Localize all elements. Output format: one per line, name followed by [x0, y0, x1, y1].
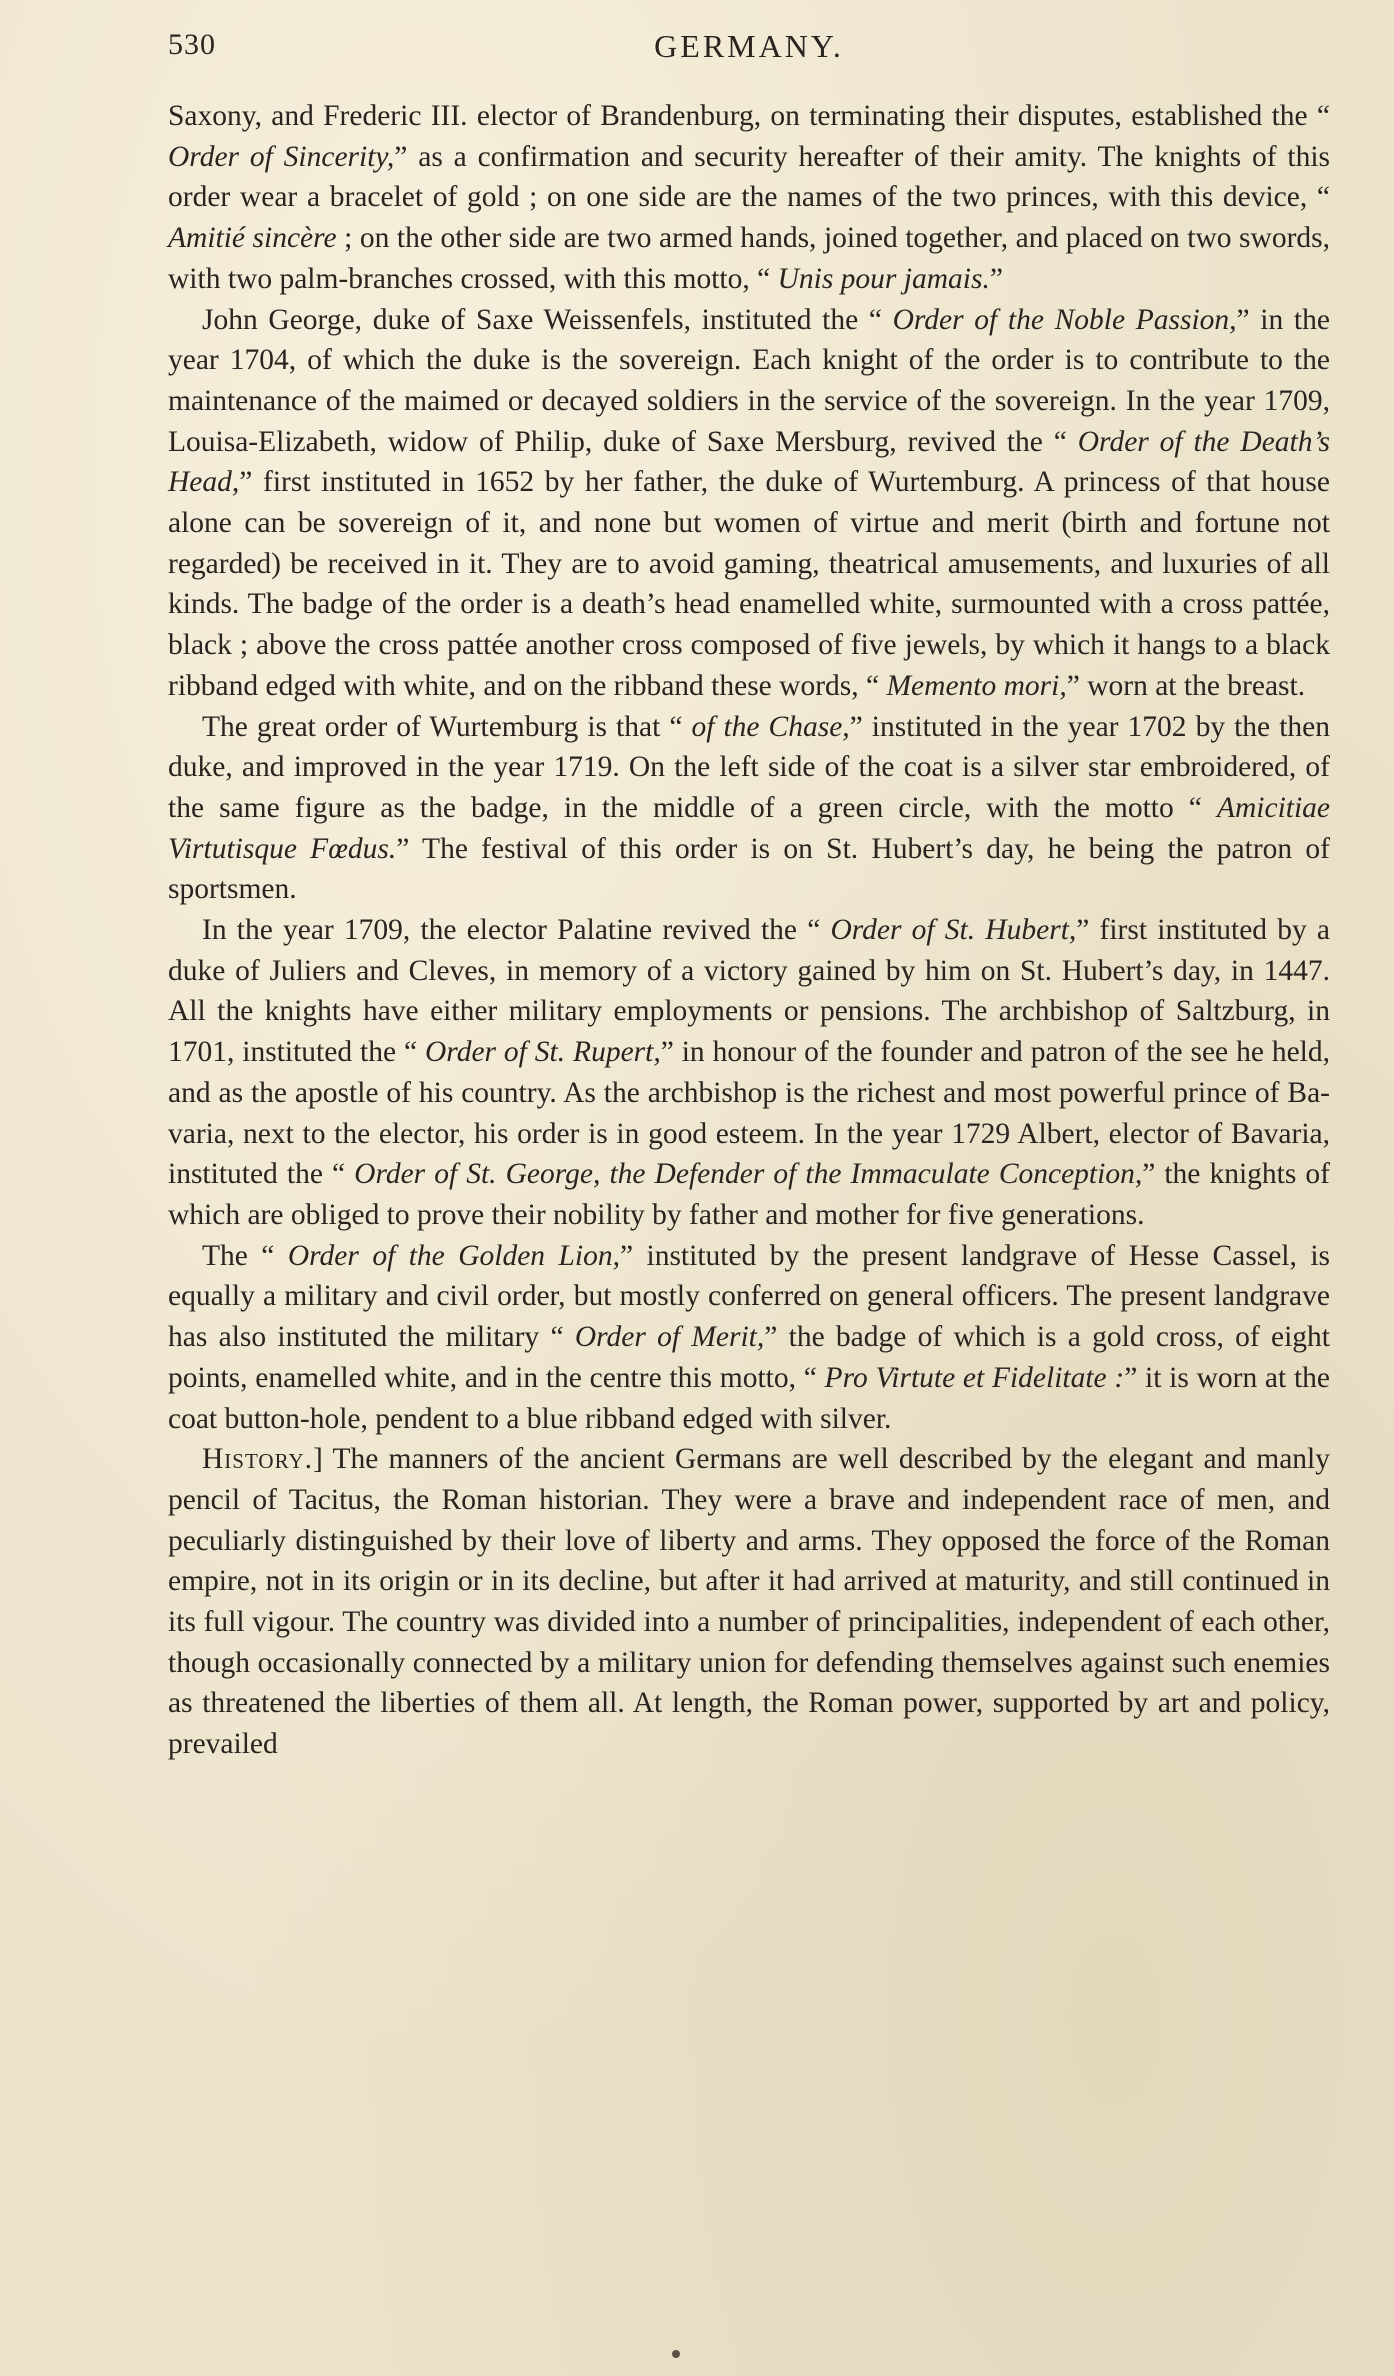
italic-phrase: Order of St. George, the Defender of the Immaculate Conception, — [354, 1158, 1143, 1191]
italic-phrase: of the Chase, — [691, 710, 850, 743]
text-run: ” the knights of which are obliged to prove their nobility by father and mother for five generations. — [168, 1158, 1330, 1231]
text-run: John George, duke of Saxe Weissenfels, instituted the “ — [202, 303, 893, 336]
text-run: ” worn at the breast. — [1066, 669, 1306, 702]
text-run: ” in honour of the founder and patron of the see he held, and as the apostle of his country. As the archbishop is the richest and most powerful prince of Bavaria, next to the elector, his order is in good esteem. In the year 1729 Albert, elector of Bavaria, instituted the “ — [168, 1036, 1330, 1191]
paragraph — [168, 300, 1330, 707]
paragraph — [168, 910, 1330, 1236]
italic-phrase: Amicitiae Virtutisque Fœdus. — [168, 791, 1330, 865]
italic-phrase: Amitié sincère — [168, 222, 337, 255]
text-run: ; on the other side are two armed hands, joined together, and placed on two swords, with two palm-branches crossed, with this motto, “ — [168, 222, 1330, 295]
text-run: ] The manners of the ancient Germans are well described by the elegant and manly pencil of Tacitus, the Roman historian. They were a brave and independent race of men, and peculiarly distinguished by their love of liberty and arms. They opposed the force of the Roman empire, not in its origin or in its decline, but after it had arrived at maturity, and still continued in its full vigour. The country was divided into a number of principalities, independent of each other, though occasionally connected by a military union for defending themselves against such enemies as threatened the liberties of them all. At length, the Roman power, supported by art and policy, prevailed — [168, 1443, 1330, 1761]
italic-phrase: Order of the Noble Passion, — [892, 303, 1237, 336]
italic-phrase: Order of the Golden Lion, — [287, 1239, 620, 1272]
printer-mark — [672, 2350, 680, 2358]
text-run: The “ — [202, 1239, 288, 1272]
text-run: ” as a confirmation and security hereafter of their amity. The knights of this order wear a bracelet of gold ; on one side are the names of the two princes, with this device, “ — [168, 140, 1330, 214]
text-run: ” first instituted by a duke of Juliers and Cleves, in memory of a victory gained by him on St. Hubert’s day, in 1447. All the knights have either military employments or pensions. The archbishop of Saltzburg, in 1701, instituted the “ — [168, 914, 1331, 1069]
text-run: In the year 1709, the elector Palatine revived the “ — [202, 914, 831, 947]
italic-phrase: Order of the Death’s Head, — [168, 425, 1330, 499]
paragraph — [168, 1439, 1330, 1765]
text-run: ” it is worn at the coat button-hole, pendent to a blue ribband edged with silver. — [168, 1361, 1331, 1435]
text-run: ” the badge of which is a gold cross, of eight points, enamelled white, and in the centre this motto, “ — [168, 1321, 1330, 1394]
paragraph — [168, 707, 1330, 911]
page-number: 530 — [168, 28, 216, 61]
italic-phrase: Memento mori, — [886, 669, 1067, 702]
paragraph — [168, 96, 1330, 300]
text-run: ” instituted by the present landgrave of Hesse Cassel, is equally a military and civil order, but mostly conferred on general officers. The present landgrave has also instituted the military “ — [168, 1239, 1330, 1354]
italic-phrase: Order of St. Hubert, — [830, 914, 1077, 947]
text-run: ” The festival of this order is on St. Hubert’s day, he being the patron of sportsmen. — [168, 832, 1330, 906]
body-text — [168, 96, 1330, 1765]
italic-phrase: Pro Virtute et Fidelitate : — [824, 1361, 1125, 1394]
text-run: ” first instituted in 1652 by her father, the duke of Wurtemburg. A princess of that house alone can be sovereign of it, and none but women of virtue and merit (birth and fortune not regarded) be received in it. They are to avoid gaming, theatrical amusements, and luxuries of all kinds. The badge of the order is a death’s head enamelled white, surmounted with a cross pattée, black ; above the cross pattée another cross composed of five jewels, by which it hangs to a black ribband edged with white, and on the ribband these words, “ — [168, 466, 1330, 702]
italic-phrase: Order of St. Rupert, — [425, 1036, 661, 1069]
italic-phrase: Order of Sincerity, — [168, 140, 395, 173]
text-run: Saxony, and Frederic III. elector of Brandenburg, on terminating their disputes, established the “ — [168, 100, 1330, 132]
text-run: ” instituted in the year 1702 by the then duke, and improved in the year 1719. On the left side of the coat is a silver star embroidered, of the same figure as the badge, in the middle of a green circle, with the motto “ — [168, 710, 1330, 824]
text-run: ” in the year 1704, of which the duke is the sovereign. Each knight of the order is to contribute to the maintenance of the maimed or decayed soldiers in the service of the sovereign. In the year 1709, Louisa-Elizabeth, widow of Philip, duke of Saxe Mersburg, revived the “ — [168, 303, 1330, 458]
italic-phrase: Order of Merit, — [574, 1321, 765, 1354]
italic-phrase: Unis pour jamais. — [777, 262, 990, 295]
text-run: ” — [989, 262, 1003, 295]
text-run: The great order of Wurtemburg is that “ — [202, 710, 692, 743]
paragraph — [168, 1236, 1330, 1440]
section-heading: History. — [202, 1443, 313, 1476]
page-header — [168, 28, 1330, 76]
running-head: GERMANY. — [654, 28, 844, 64]
